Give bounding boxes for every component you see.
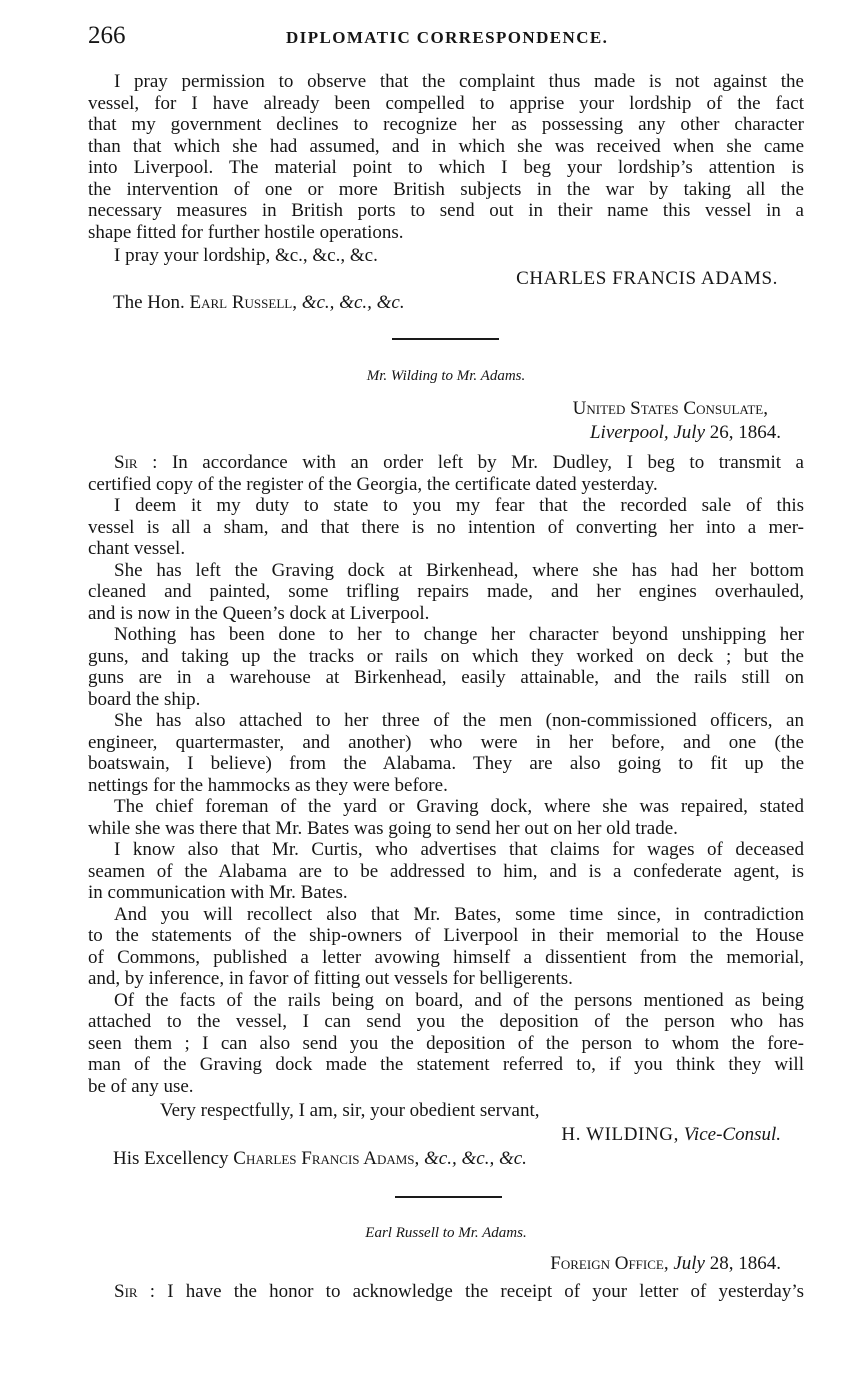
text-line: certified copy of the register of the Georgia, the certificate dated yesterday. bbox=[88, 473, 658, 495]
letter2-addressee bbox=[113, 1148, 713, 1170]
dateline-month: July bbox=[673, 1253, 705, 1274]
text-line: necessary measures in British ports to send out in their name this vessel in a bbox=[88, 200, 804, 221]
addressee-prefix: The Hon. bbox=[113, 292, 185, 313]
text-line: Of the facts of the rails being on board, and of the persons mentioned as being bbox=[114, 989, 804, 1011]
paragraph bbox=[88, 839, 804, 904]
letter2-place: United States Consulate, bbox=[572, 398, 768, 419]
letter2-signature bbox=[88, 1124, 781, 1146]
text-line: cleaned and painted, some trifling repairs made, and her engines overhauled, bbox=[88, 581, 804, 602]
addressee-name: Charles Francis Adams, bbox=[233, 1148, 420, 1169]
text-line: Nothing has been done to her to change her character beyond unshipping her bbox=[114, 624, 804, 645]
text-line: engineer, quartermaster, and another) who were in her before, and one (the bbox=[88, 731, 804, 753]
text-line: and, by inference, in favor of fitting out vessels for belligerents. bbox=[88, 968, 573, 989]
running-title: DIPLOMATIC CORRESPONDENCE. bbox=[286, 28, 609, 47]
section-divider bbox=[395, 1196, 502, 1198]
text-line: attached to the vessel, I can send you the deposition of the person who has bbox=[88, 1011, 804, 1032]
section-divider bbox=[392, 338, 499, 340]
addressee-suffix: &c., &c., &c. bbox=[424, 1148, 527, 1169]
signature-title: Vice-Consul. bbox=[683, 1124, 781, 1145]
text-line: And you will recollect also that Mr. Bates, some time since, in contradiction bbox=[114, 903, 804, 925]
paragraph bbox=[88, 710, 804, 796]
dateline-place: Foreign Office, bbox=[550, 1253, 669, 1274]
dateline-year: 26, 1864. bbox=[709, 422, 781, 443]
letter1-signature: CHARLES FRANCIS ADAMS. bbox=[516, 268, 778, 289]
salutation: Sir : bbox=[114, 1281, 156, 1302]
signature-name: H. WILDING, bbox=[561, 1124, 679, 1145]
paragraph bbox=[88, 990, 804, 1098]
text-line bbox=[88, 452, 804, 474]
text-line: nettings for the hammocks as they were before. bbox=[88, 774, 448, 796]
text-line: shape fitted for further hostile operations. bbox=[88, 221, 404, 243]
paragraph bbox=[88, 560, 804, 625]
letter2-body bbox=[88, 452, 804, 1097]
text-line: seamen of the Alabama are to be addressed to him, and is a confederate agent, is bbox=[88, 860, 804, 882]
letter2-closing: Very respectfully, I am, sir, your obedient servant, bbox=[160, 1100, 540, 1121]
text-line: guns, and taking up the tracks or rails on which they worked on deck ; but the bbox=[88, 645, 804, 667]
text-line: while she was there that Mr. Bates was going to send her out on her old trade. bbox=[88, 817, 678, 839]
text-line: vessel is all a sham, and that there is no intention of converting her into a mer- bbox=[88, 516, 804, 538]
text-span: I have the honor to acknowledge the receipt of your letter of yesterday’s bbox=[167, 1281, 804, 1302]
text-line: to the statements of the ship-owners of Liverpool in their memorial to the House bbox=[88, 925, 804, 946]
salutation: Sir : bbox=[114, 452, 158, 473]
paragraph bbox=[88, 624, 804, 710]
text-line: guns are in a warehouse at Birkenhead, easily attainable, and the rails still on bbox=[88, 667, 804, 688]
paragraph bbox=[88, 796, 804, 839]
addressee-prefix: His Excellency bbox=[113, 1148, 229, 1169]
text-line: into Liverpool. The material point to which I beg your lordship’s attention is bbox=[88, 157, 804, 178]
letter3-first-line bbox=[114, 1281, 804, 1303]
text-line: vessel, for I have already been compelled to apprise your lordship of the fact bbox=[88, 92, 804, 114]
paragraph bbox=[88, 452, 804, 495]
text-line: and is now in the Queen’s dock at Liverpool. bbox=[88, 602, 430, 624]
text-line: the intervention of one or more British subjects in the war by taking all the bbox=[88, 178, 804, 200]
letter1-closing: I pray your lordship, &c., &c., &c. bbox=[114, 245, 378, 266]
text-line: boatswain, I believe) from the Alabama. They are also going to fit up the bbox=[88, 753, 804, 774]
addressee-name: Earl Russell, bbox=[189, 292, 297, 313]
text-line: She has also attached to her three of the men (non-commissioned officers, an bbox=[114, 710, 804, 731]
page-header bbox=[88, 18, 804, 54]
letter2-dateline bbox=[88, 422, 781, 444]
letter1-addressee bbox=[113, 292, 713, 314]
text-line: I know also that Mr. Curtis, who advertises that claims for wages of deceased bbox=[114, 839, 804, 860]
text-line: I deem it my duty to state to you my fear that the recorded sale of this bbox=[114, 495, 804, 516]
text-line: The chief foreman of the yard or Graving dock, where she was repaired, stated bbox=[114, 796, 804, 817]
text-line: that my government declines to recognize her as possessing any other character bbox=[88, 114, 804, 135]
text-line: chant vessel. bbox=[88, 538, 186, 559]
paragraph bbox=[88, 495, 804, 560]
letter3-dateline bbox=[88, 1253, 781, 1275]
text-span: In accordance with an order left by Mr. Dudley, I beg to transmit a bbox=[171, 452, 804, 473]
text-line: than that which she had assumed, and in which she was received when she came bbox=[88, 135, 804, 157]
dateline-year: 28, 1864. bbox=[709, 1253, 781, 1274]
text-line: board the ship. bbox=[88, 688, 201, 710]
text-line: be of any use. bbox=[88, 1075, 194, 1097]
text-line: man of the Graving dock made the statement referred to, if you think they will bbox=[88, 1054, 804, 1075]
letter1-paragraph bbox=[88, 71, 804, 243]
letter2-heading: Mr. Wilding to Mr. Adams. bbox=[366, 368, 526, 384]
dateline-city-month: Liverpool, July bbox=[589, 422, 705, 443]
text-line: seen them ; I can also send you the deposition of the person to whom the fore- bbox=[88, 1032, 804, 1054]
text-line: of Commons, published a letter avowing himself a dissentient from the memorial, bbox=[88, 946, 804, 968]
text-line: in communication with Mr. Bates. bbox=[88, 882, 348, 903]
text-line: I pray permission to observe that the complaint thus made is not against the bbox=[114, 71, 804, 92]
letter3-heading: Earl Russell to Mr. Adams. bbox=[365, 1225, 527, 1241]
addressee-suffix: &c., &c., &c. bbox=[301, 292, 405, 313]
page-number: 266 bbox=[88, 22, 126, 49]
paragraph bbox=[88, 904, 804, 990]
text-line: She has left the Graving dock at Birkenhead, where she has had her bottom bbox=[114, 559, 804, 581]
